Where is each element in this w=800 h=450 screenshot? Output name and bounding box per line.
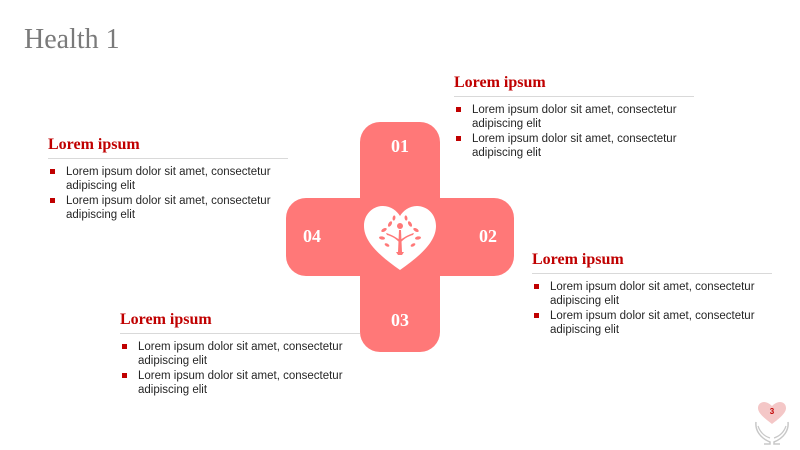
bullet-item: Lorem ipsum dolor sit amet, consectetur adipiscing elit	[120, 369, 360, 397]
bullet-item: Lorem ipsum dolor sit amet, consectetur adipiscing elit	[532, 280, 772, 308]
bullet-item: Lorem ipsum dolor sit amet, consectetur adipiscing elit	[120, 340, 360, 368]
page-number: 3	[769, 407, 775, 416]
block-heading: Lorem ipsum	[48, 136, 288, 159]
block-heading: Lorem ipsum	[532, 251, 772, 274]
step-number-01: 01	[391, 136, 409, 156]
health-cross	[286, 122, 514, 352]
step-number-03: 03	[391, 310, 409, 330]
step-number-02: 02	[479, 226, 497, 246]
slide-title: Health 1	[24, 24, 120, 55]
bullet-list	[48, 165, 288, 222]
bullet-item: Lorem ipsum dolor sit amet, consectetur adipiscing elit	[48, 165, 288, 193]
block-heading: Lorem ipsum	[454, 74, 694, 97]
step-number-04: 04	[303, 226, 321, 246]
text-block-right	[532, 251, 772, 338]
bullet-item: Lorem ipsum dolor sit amet, consectetur adipiscing elit	[454, 103, 694, 131]
bullet-list	[532, 280, 772, 337]
heart-tree-icon	[360, 200, 440, 278]
bullet-item: Lorem ipsum dolor sit amet, consectetur adipiscing elit	[454, 132, 694, 160]
bullet-item: Lorem ipsum dolor sit amet, consectetur adipiscing elit	[48, 194, 288, 222]
bullet-item: Lorem ipsum dolor sit amet, consectetur adipiscing elit	[532, 309, 772, 337]
block-heading: Lorem ipsum	[120, 311, 360, 334]
text-block-top-left	[48, 136, 288, 223]
